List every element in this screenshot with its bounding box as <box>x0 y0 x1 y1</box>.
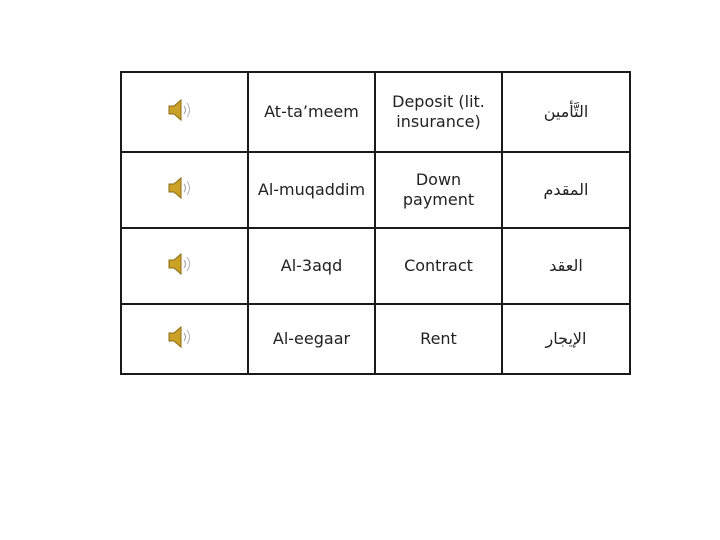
vocab-row <box>121 304 630 374</box>
english-cell: Down payment <box>375 152 502 228</box>
audio-cell[interactable] <box>121 72 248 152</box>
arabic-cell: الإيجار <box>502 304 630 374</box>
vocab-row <box>121 228 630 304</box>
vocab-row <box>121 152 630 228</box>
arabic-cell: المقدم <box>502 152 630 228</box>
transliteration-cell: Al-muqaddim <box>248 152 375 228</box>
transliteration-cell: Al-3aqd <box>248 228 375 304</box>
audio-cell[interactable] <box>121 152 248 228</box>
transliteration-cell: At-ta’meem <box>248 72 375 152</box>
english-cell: Contract <box>375 228 502 304</box>
speaker-icon[interactable] <box>165 98 193 122</box>
speaker-icon[interactable] <box>165 252 193 276</box>
vocabulary-table <box>120 71 631 375</box>
vocab-row <box>121 72 630 152</box>
transliteration-cell: Al-eegaar <box>248 304 375 374</box>
english-cell: Deposit (lit. insurance) <box>375 72 502 152</box>
arabic-cell: العقد <box>502 228 630 304</box>
english-cell: Rent <box>375 304 502 374</box>
audio-cell[interactable] <box>121 228 248 304</box>
speaker-icon[interactable] <box>165 176 193 200</box>
arabic-cell: التَّأمين <box>502 72 630 152</box>
audio-cell[interactable] <box>121 304 248 374</box>
speaker-icon[interactable] <box>165 325 193 349</box>
